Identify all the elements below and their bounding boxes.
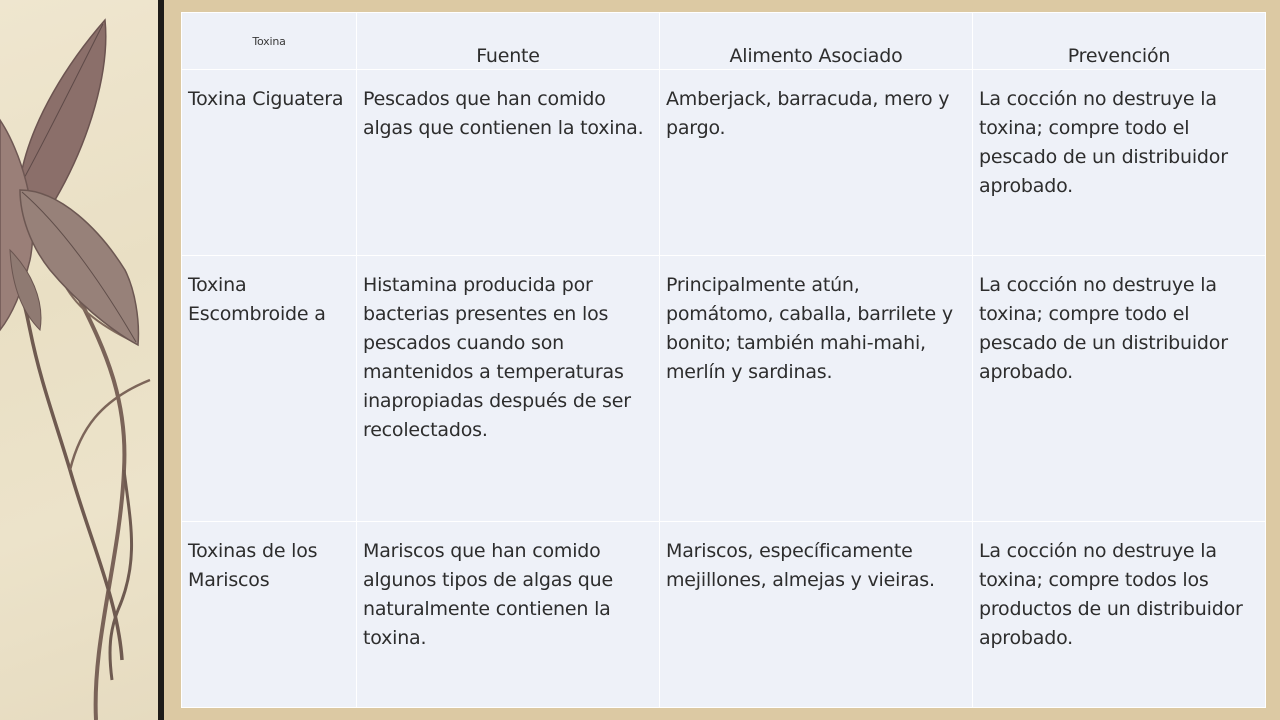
cell-food xyxy=(660,522,973,708)
toxin-name: Toxinas de los Mariscos xyxy=(188,540,318,591)
header-prevencion xyxy=(973,13,1266,70)
cell-food xyxy=(660,70,973,256)
header-label: Toxina xyxy=(252,35,286,48)
source-text: Mariscos que han comido algunos tipos de algas que naturalmente contienen la toxina. xyxy=(363,540,613,649)
cell-source xyxy=(357,256,660,522)
food-text: Mariscos, específicamente mejillones, almejas y vieiras. xyxy=(666,540,935,591)
source-text: Pescados que han comido algas que contienen la toxina. xyxy=(363,88,644,139)
food-text: Amberjack, barracuda, mero y pargo. xyxy=(666,88,950,139)
food-text: Principalmente atún, pomátomo, caballa, barrilete y bonito; también mahi-mahi, merlín y sardinas. xyxy=(666,274,953,383)
toxin-table-container xyxy=(181,12,1265,706)
header-label: Fuente xyxy=(476,45,540,67)
source-text: Histamina producida por bacterias presentes en los pescados cuando son mantenidos a temperaturas inapropiadas después de ser recolectados. xyxy=(363,274,631,441)
cell-toxin xyxy=(182,256,357,522)
header-toxina xyxy=(182,13,357,70)
cell-toxin xyxy=(182,70,357,256)
cell-food xyxy=(660,256,973,522)
header-alimento-asociado xyxy=(660,13,973,70)
dried-leaf-branch-image xyxy=(0,0,160,720)
table-row xyxy=(182,522,1266,708)
prevention-text: La cocción no destruye la toxina; compre todos los productos de un distribuidor aprobado. xyxy=(979,540,1243,649)
toxin-name: Toxina Escombroide a xyxy=(188,274,326,325)
cell-prevention xyxy=(973,522,1266,708)
toxin-table xyxy=(181,12,1266,708)
cell-prevention xyxy=(973,70,1266,256)
table-row xyxy=(182,256,1266,522)
toxin-name: Toxina Ciguatera xyxy=(188,88,344,110)
table-header-row xyxy=(182,13,1266,70)
cell-source xyxy=(357,70,660,256)
cell-source xyxy=(357,522,660,708)
cell-prevention xyxy=(973,256,1266,522)
prevention-text: La cocción no destruye la toxina; compre todo el pescado de un distribuidor aprobado. xyxy=(979,274,1228,383)
header-fuente xyxy=(357,13,660,70)
prevention-text: La cocción no destruye la toxina; compre todo el pescado de un distribuidor aprobado. xyxy=(979,88,1228,197)
cell-toxin xyxy=(182,522,357,708)
table-row xyxy=(182,70,1266,256)
header-label: Alimento Asociado xyxy=(729,45,903,67)
header-label: Prevención xyxy=(1067,45,1171,67)
